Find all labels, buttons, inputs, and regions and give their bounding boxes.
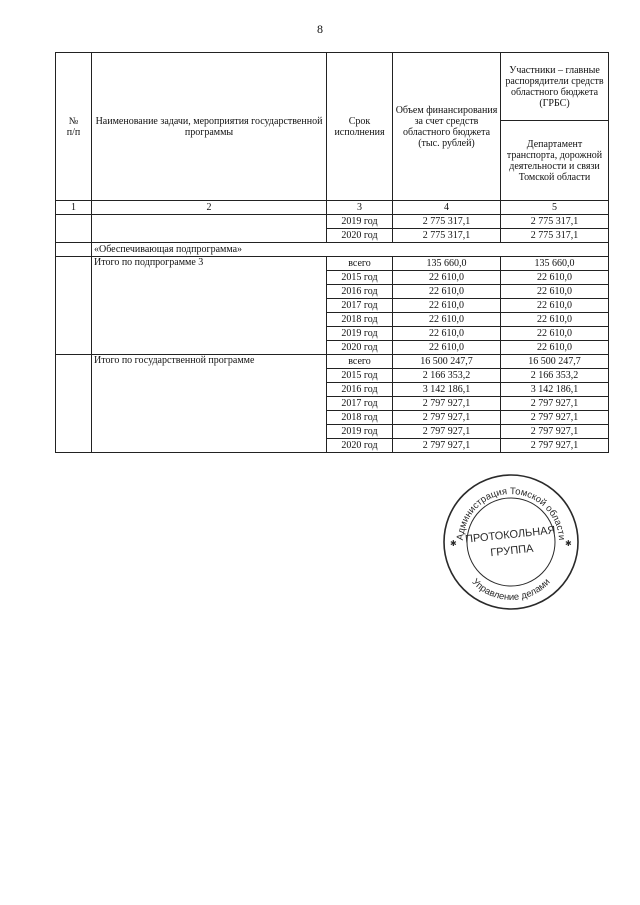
empty-cell [56,243,92,257]
year-cell: 2019 год [327,425,393,439]
dept-cell: 3 142 186,1 [501,383,609,397]
year-cell: 2018 год [327,313,393,327]
dept-cell: 2 166 353,2 [501,369,609,383]
stamp-star-left: ✱ [450,539,457,548]
empty-cell [56,257,92,355]
dept-cell: 22 610,0 [501,299,609,313]
header-term: Срок исполнения [327,53,393,201]
table-row [56,355,609,369]
column-number: 1 [56,201,92,215]
volume-cell: 16 500 247,7 [393,355,501,369]
stamp-ring-text-bottom: Управление делами [469,576,553,604]
dept-cell: 2 775 317,1 [501,229,609,243]
year-cell: 2016 год [327,285,393,299]
dept-cell: 2 797 927,1 [501,397,609,411]
dept-cell: 22 610,0 [501,341,609,355]
volume-cell: 2 166 353,2 [393,369,501,383]
year-cell: 2019 год [327,327,393,341]
dept-cell: 16 500 247,7 [501,355,609,369]
volume-cell: 22 610,0 [393,285,501,299]
year-cell: 2020 год [327,229,393,243]
column-number: 2 [92,201,327,215]
program-total-label: Итого по государственной программе [92,355,327,453]
volume-cell: 22 610,0 [393,327,501,341]
dept-cell: 2 797 927,1 [501,411,609,425]
header-num: № п/п [56,53,92,201]
subprogram-total-label: Итого по подпрограмме 3 [92,257,327,355]
year-cell: 2017 год [327,299,393,313]
year-cell: 2020 год [327,341,393,355]
volume-cell: 2 797 927,1 [393,425,501,439]
table-row [56,215,609,229]
header-volume: Объем финансирования за счет средств областного бюджета (тыс. рублей) [393,53,501,201]
volume-cell: 3 142 186,1 [393,383,501,397]
volume-cell: 22 610,0 [393,313,501,327]
budget-table [55,52,609,453]
header-department: Департамент транспорта, дорожной деятельности и связи Томской области [501,121,609,201]
empty-cell [92,215,327,243]
volume-cell: 2 775 317,1 [393,229,501,243]
column-number: 4 [393,201,501,215]
year-cell: 2015 год [327,271,393,285]
table-row [56,257,609,271]
volume-cell: 22 610,0 [393,271,501,285]
column-number: 5 [501,201,609,215]
stamp-center-text-1: ПРОТОКОЛЬНАЯ [464,524,557,546]
volume-cell: 2 797 927,1 [393,439,501,453]
empty-cell [56,355,92,453]
volume-cell: 22 610,0 [393,341,501,355]
stamp-center-text-2: ГРУППА [489,542,535,560]
empty-cell [56,215,92,243]
subprogram-title: «Обеспечивающая подпрограмма» [92,243,609,257]
year-cell: 2020 год [327,439,393,453]
dept-cell: 135 660,0 [501,257,609,271]
volume-cell: 135 660,0 [393,257,501,271]
volume-cell: 2 797 927,1 [393,397,501,411]
dept-cell: 2 797 927,1 [501,425,609,439]
stamp-star-right: ✱ [565,539,572,548]
year-cell: всего [327,355,393,369]
page-number: 8 [317,22,323,36]
dept-cell: 22 610,0 [501,271,609,285]
dept-cell: 2 797 927,1 [501,439,609,453]
volume-cell: 22 610,0 [393,299,501,313]
dept-cell: 22 610,0 [501,285,609,299]
stamp-ring-text-top: Администрация Томской области [454,485,568,541]
header-participants: Участники – главные распорядители средств областного бюджета (ГРБС) [501,53,609,121]
year-cell: всего [327,257,393,271]
column-number: 3 [327,201,393,215]
dept-cell: 2 775 317,1 [501,215,609,229]
year-cell: 2019 год [327,215,393,229]
dept-cell: 22 610,0 [501,327,609,341]
table-row [56,243,609,257]
year-cell: 2017 год [327,397,393,411]
year-cell: 2018 год [327,411,393,425]
year-cell: 2015 год [327,369,393,383]
dept-cell: 22 610,0 [501,313,609,327]
year-cell: 2016 год [327,383,393,397]
header-name: Наименование задачи, мероприятия государственной программы [92,53,327,201]
volume-cell: 2 797 927,1 [393,411,501,425]
volume-cell: 2 775 317,1 [393,215,501,229]
stamp [441,472,581,612]
